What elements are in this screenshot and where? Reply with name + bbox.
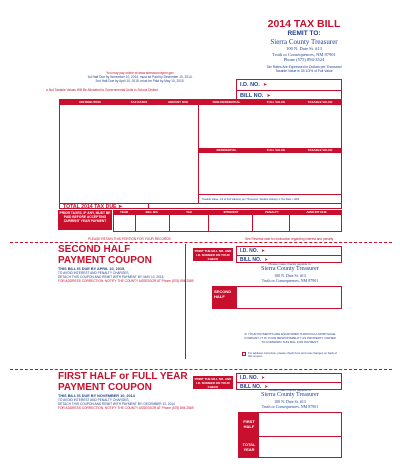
first-print-note: PRINT THE BILL NO. AND I.D. NUMBER ON YOUR CHECK	[194, 376, 232, 389]
first-treasurer-name: Sierra County Treasurer	[261, 392, 319, 398]
first-bill-no-label: BILL NO.	[240, 383, 262, 390]
second-address-checkbox-row	[242, 352, 342, 359]
total-year-amount-field[interactable]	[259, 437, 341, 458]
second-id-bill-box	[236, 246, 342, 263]
arrow-icon: ➤	[262, 82, 268, 88]
arrow-icon: ➤	[264, 256, 269, 262]
second-amount-area	[212, 286, 342, 309]
red-dot-icon: ●	[46, 88, 48, 92]
second-due-date: THIS BILL IS DUE BY APRIL 10, 2015.	[58, 267, 126, 271]
treasurer-phone: Phone (575) 894-3524	[283, 57, 325, 62]
col-nonres-full: FULL VALUE	[266, 100, 286, 104]
tear-line-1	[10, 242, 392, 243]
first-address-correction-note: FOR ADDRESS CORRECTION, NOTIFY THE COUNTY ASSESSOR AT Phone (575) 894-2589	[58, 406, 194, 410]
tax-rate-note-2: Taxable Value is 33 1/3% of Full Value	[275, 69, 333, 73]
payment-history-table	[113, 210, 342, 232]
first-avoid-1: TO AVOID INTEREST AND PENALTY CHARGES,	[58, 398, 130, 402]
second-treasurer-name: Sierra County Treasurer	[261, 266, 319, 272]
col-bill-no: BILL NO.	[145, 210, 159, 214]
second-half-title: SECOND HALF PAYMENT COUPON	[58, 244, 152, 266]
second-half-due-note: 2nd Half Due by April 10, 2015, must be Paid by May 10, 2015.	[95, 79, 185, 83]
first-half-amount-field[interactable]	[259, 413, 341, 436]
second-address-correction-note: FOR ADDRESS CORRECTION, NOTIFY THE COUNTY ASSESSOR AT Phone (575) 894-2589	[58, 279, 194, 283]
tax-rate-note-1: Tax Rates Are Expressed in Dollars per Thousand	[266, 64, 342, 69]
first-half-label: FIRST HALF	[239, 413, 259, 436]
first-remit-block	[240, 388, 340, 409]
bill-header	[224, 18, 384, 74]
id-no-label: I.D. NO.	[240, 82, 260, 88]
col-tax: TAX	[186, 210, 192, 214]
bill-title: 2014 TAX BILL	[267, 18, 341, 30]
taxable-value-note: Taxable Value: 1/3 of Full Value(s) per Thousand. Taxable Value(s) x Tax Rate / 1000	[202, 198, 300, 201]
prior-taxes-warning: PRIOR TAXES, IF ANY, MUST BE PAID BEFORE ACCEPTING CURRENT YEAR PAYMENT	[58, 210, 112, 230]
tear-line-2	[10, 369, 392, 370]
res-header-row	[199, 148, 342, 153]
second-id-no-label: I.D. NO.	[240, 247, 259, 254]
top-id-bill-box	[236, 79, 342, 101]
first-due-date: THIS BILL IS DUE BY NOVEMBER 10, 2014	[58, 394, 135, 398]
first-half-title: FIRST HALF or FULL YEAR PAYMENT COUPON	[58, 371, 188, 393]
treasurer-name: Sierra County Treasurer	[270, 38, 338, 46]
col-tax-rates: TAX RATES	[130, 100, 148, 104]
col-amount-due-history: AMOUNT DUE	[306, 210, 327, 214]
second-avoid-2: DETACH THIS COUPON AND REMIT WITH PAYMENT BY: MAY 10, 2015.	[58, 275, 165, 279]
col-amount-due: AMOUNT DUE	[167, 100, 189, 104]
col-interest: INTEREST	[223, 210, 239, 214]
total-tax-due-label: TOTAL 2014 TAX DUE ➤	[63, 203, 123, 210]
address-correction-checkbox[interactable]	[242, 352, 246, 356]
address-correction-label: For address correction, please check here and note changes on back of this coupon	[248, 351, 337, 359]
remit-to-label: REMIT TO:	[287, 30, 321, 37]
second-mortgage-note: IF YOUR PAYMENTS ARE ESCROWED THROUGH A MORTGAGE COMPANY, IT IS YOUR RESPONSIBILITY AS PROPERTY OWNER TO FORWARD THIS BILL FOR PAYMENT.	[244, 332, 336, 344]
arrow-icon: ➤	[264, 383, 269, 389]
second-treasurer-address-1: 100 N. Date St. #13	[274, 273, 306, 278]
treasurer-address-2: Truth or Consequences, NM 87901	[272, 51, 336, 57]
second-remit-block	[240, 262, 340, 283]
second-treasurer-address-2: Truth or Consequences, NM 87901	[261, 278, 319, 283]
arrow-icon: ➤	[266, 93, 271, 99]
first-half-due-note: 1st Half Due by November 10, 2014, must be Paid by December 10, 2014.	[87, 75, 193, 79]
second-payable-note: Please make checks payable to:	[268, 262, 312, 266]
second-avoid-1: TO AVOID INTEREST AND PENALTY CHARGES,	[58, 271, 130, 275]
second-print-note: PRINT THE BILL NO. AND I.D. NUMBER ON YOUR CHECK	[194, 248, 232, 261]
first-amount-area	[238, 412, 342, 458]
bill-no-label: BILL NO.	[240, 93, 264, 99]
nonres-header-row	[199, 100, 342, 105]
col-nonres-taxable: TAXABLE VALUE	[307, 100, 333, 104]
col-res: RESIDENTIAL	[216, 148, 237, 152]
section-divider-1	[185, 244, 186, 359]
col-res-full: FULL VALUE	[266, 148, 286, 152]
col-distribution: DISTRIBUTION	[79, 100, 101, 104]
first-treasurer-address-2: Truth or Consequences, NM 87901	[261, 404, 319, 409]
second-half-label: SECOND HALF	[213, 287, 237, 308]
first-id-no-label: I.D. NO.	[240, 374, 259, 381]
col-res-taxable: TAXABLE VALUE	[307, 148, 333, 152]
non-taxable-note	[46, 88, 158, 92]
distribution-table	[59, 99, 342, 209]
second-bill-no-label: BILL NO.	[240, 256, 262, 263]
col-nonres: NON-RESIDENTIAL	[212, 100, 241, 104]
online-notes	[40, 71, 240, 83]
retain-portion-note: PLEASE RETAIN THIS PORTION FOR YOUR RECORDS	[88, 237, 171, 241]
second-amount-field[interactable]	[237, 287, 341, 308]
non-taxable-text: Not Taxable Values Will Be Allocated to Governmental Units in School District	[48, 88, 158, 92]
treasurer-address-1: 100 N. Date St. #13	[286, 46, 322, 51]
col-year: YEAR	[119, 210, 129, 214]
total-year-label: TOTAL YEAR	[239, 437, 259, 458]
first-payable-note: Please make checks payable to:	[268, 388, 312, 392]
first-avoid-2: DETACH THIS COUPON AND REMIT WITH PAYMENT BY: DECEMBER 10, 2014	[58, 402, 175, 406]
reverse-side-note: See Reverse side for instruction regarding interest and penalty	[245, 237, 334, 241]
arrow-icon: ➤	[261, 374, 265, 380]
pay-online-note: You may pay online at www.sierracountynm.gov	[106, 71, 174, 75]
arrow-icon: ➤	[261, 247, 265, 253]
total-tax-due-value	[148, 204, 198, 209]
arrow-icon: ➤	[117, 203, 123, 210]
distribution-header-row	[60, 100, 198, 105]
first-treasurer-address-1: 100 N. Date St. #13	[274, 399, 306, 404]
col-penalty: PENALTY	[265, 210, 279, 214]
